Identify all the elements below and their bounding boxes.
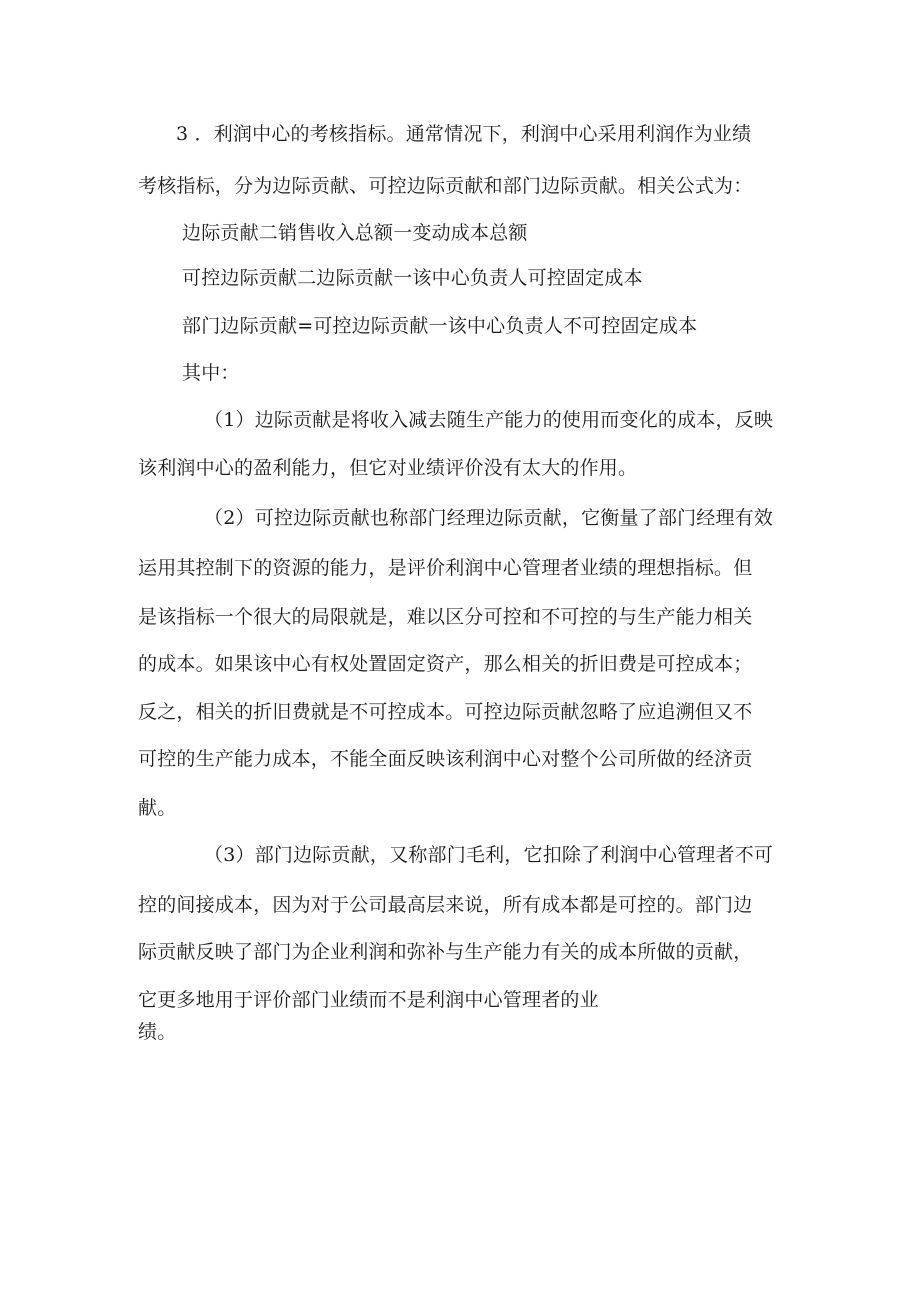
formula-marginal-contribution: 边际贡献二销售收入总额一变动成本总额 xyxy=(182,222,528,244)
item-2-line-6: 可控的生产能力成本，不能全面反映该利润中心对整个公司所做的经济贡 xyxy=(138,748,753,770)
formula-controllable-contribution: 可控边际贡献二边际贡献一该中心负责人可控固定成本 xyxy=(182,267,643,289)
item-2-line-7: 献。 xyxy=(138,797,177,819)
item-3-line-2: 控的间接成本，因为对于公司最高层来说，所有成本都是可控的。部门边 xyxy=(138,894,753,916)
item-2-line-3: 是该指标一个很大的局限就是，难以区分可控和不可控的与生产能力相关 xyxy=(138,606,753,628)
item-1-line-2: 该利润中心的盈利能力，但它对业绩评价没有太大的作用。 xyxy=(138,457,638,479)
item-3-line-5: 绩。 xyxy=(138,1021,177,1043)
item-2-line-1: （2）可控边际贡献也称部门经理边际贡献，它衡量了部门经理有效 xyxy=(204,507,774,529)
item-3-line-4: 它更多地用于评价部门业绩而不是利润中心管理者的业 xyxy=(138,989,599,1011)
item-2-line-4: 的成本。如果该中心有权处置固定资产，那么相关的折旧费是可控成本； xyxy=(138,653,753,675)
item-2-line-2: 运用其控制下的资源的能力，是评价利润中心管理者业绩的理想指标。但 xyxy=(138,557,753,579)
section-3-line-1: 3 ．利润中心的考核指标。通常情况下，利润中心采用利润作为业绩 xyxy=(176,123,752,145)
item-2-line-5: 反之，相关的折旧费就是不可控成本。可控边际贡献忽略了应追溯但又不 xyxy=(138,701,753,723)
item-3-line-1: （3）部门边际贡献，又称部门毛利，它扣除了利润中心管理者不可 xyxy=(204,844,774,866)
section-3-line-2: 考核指标，分为边际贡献、可控边际贡献和部门边际贡献。相关公式为： xyxy=(138,175,753,197)
item-3-line-3: 际贡献反映了部门为企业利润和弥补与生产能力有关的成本所做的贡献， xyxy=(138,941,753,963)
item-1-line-1: （1）边际贡献是将收入减去随生产能力的使用而变化的成本，反映 xyxy=(204,409,774,431)
formula-department-contribution: 部门边际贡献=可控边际贡献一该中心负责人不可控固定成本 xyxy=(182,315,698,337)
among-label: 其中： xyxy=(182,362,240,384)
